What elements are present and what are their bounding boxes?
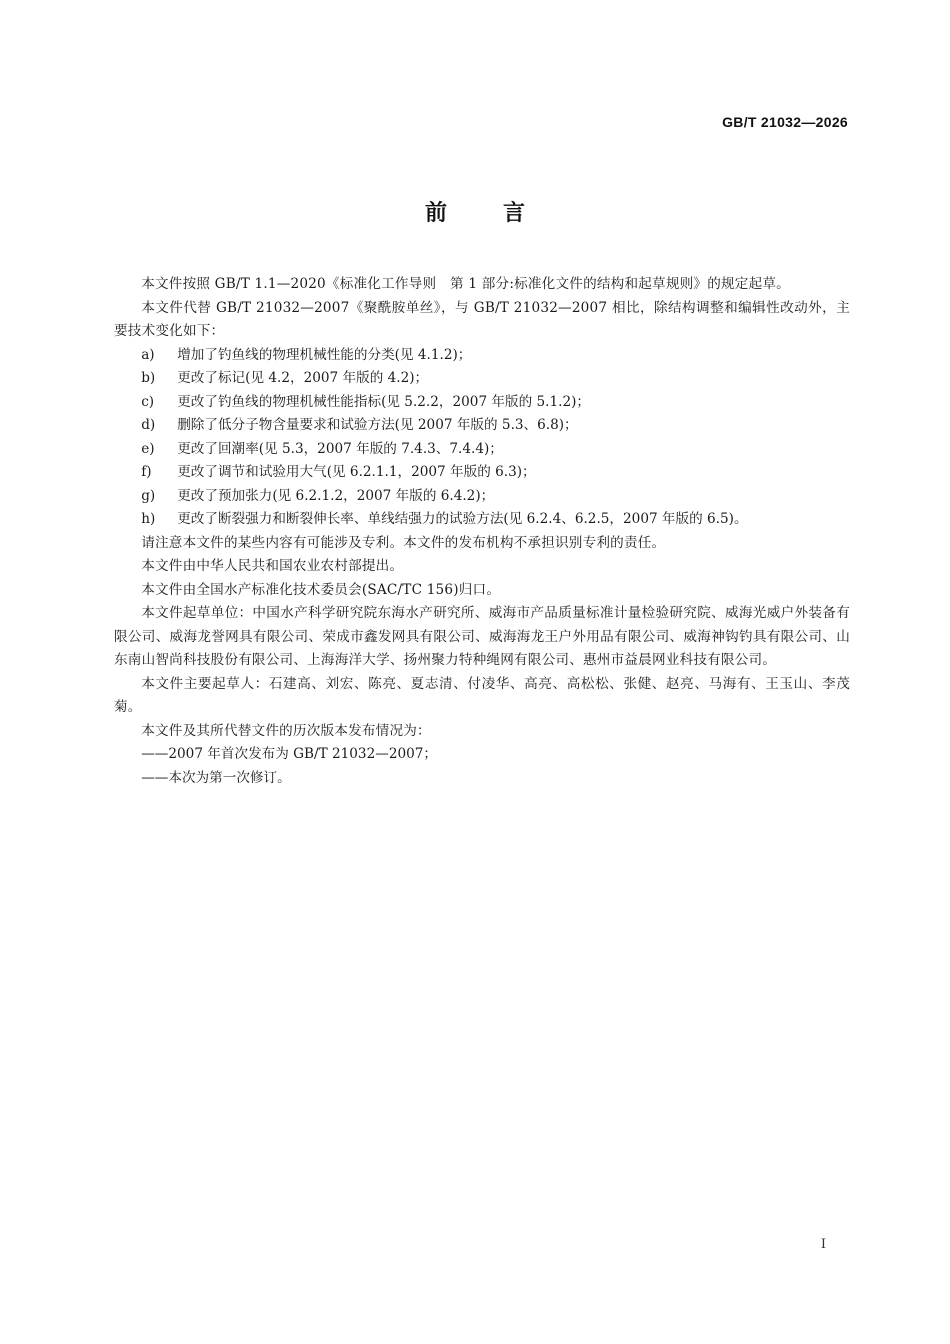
list-item xyxy=(114,485,850,509)
list-item-label: f) xyxy=(141,464,152,480)
list-item-text: 删除了低分子物含量要求和试验方法(见 2007 年版的 5.3、6.8)； xyxy=(177,417,578,433)
patent-notice-paragraph: 请注意本文件的某些内容有可能涉及专利。本文件的发布机构不承担识别专利的责任。 xyxy=(141,534,666,551)
list-item-text: 更改了断裂强力和断裂伸长率、单线结强力的试验方法(见 6.2.4、6.2.5，2007 年版的 6.5)。 xyxy=(177,511,748,527)
drafting-units-paragraph: 本文件起草单位：中国水产科学研究院东海水产研究所、威海市产品质量标准计量检验研究院、威海光威户外装备有限公司、威海龙誉网具有限公司、荣成市鑫发网具有限公司、威海海龙王户外用品有限公司、威海神钩钓具有限公司、山东南山智尚科技股份有限公司、上海海洋大学、扬州聚力特种绳网有限公司、惠州市益晨网业科技有限公司。 xyxy=(114,605,850,668)
list-item-text: 更改了预加张力(见 6.2.1.2，2007 年版的 6.4.2)； xyxy=(177,487,495,504)
committee-paragraph: 本文件由全国水产标准化技术委员会(SAC/TC 156)归口。 xyxy=(141,581,501,598)
list-item-text: 更改了标记(见 4.2，2007 年版的 4.2)； xyxy=(177,370,429,386)
history-item: ——2007 年首次发布为 GB/T 21032—2007； xyxy=(141,746,438,762)
standard-number: GB/T 21032—2026 xyxy=(722,114,848,130)
drafters-paragraph: 本文件主要起草人：石建高、刘宏、陈亮、夏志清、付凌华、高亮、高松松、张健、赵亮、马海有、王玉山、李茂菊。 xyxy=(114,675,850,715)
history-item: ——本次为第一次修订。 xyxy=(141,769,291,786)
intro-paragraph-replacement: 本文件代替 GB/T 21032—2007《聚酰胺单丝》，与 GB/T 21032—2007 相比，除结构调整和编辑性改动外，主要技术变化如下： xyxy=(114,299,850,339)
list-item-label: c) xyxy=(141,393,155,410)
page-number: I xyxy=(820,1237,826,1252)
list-item-label: e) xyxy=(141,440,155,457)
history-heading-paragraph: 本文件及其所代替文件的历次版本发布情况为： xyxy=(141,722,431,739)
list-item xyxy=(114,508,850,532)
list-item-label: h) xyxy=(141,511,156,527)
list-item xyxy=(114,414,850,438)
intro-paragraph-drafting-rules: 本文件按照 GB/T 1.1—2020《标准化工作导则 第 1 部分:标准化文件的结构和起草规则》的规定起草。 xyxy=(141,276,790,292)
list-item xyxy=(114,461,850,485)
document-body xyxy=(114,273,850,790)
list-item-label: g) xyxy=(141,487,156,504)
list-item xyxy=(114,391,850,415)
changes-list xyxy=(114,344,850,532)
list-item-text: 更改了调节和试验用大气(见 6.2.1.1，2007 年版的 6.3)； xyxy=(177,464,536,480)
list-item-label: b) xyxy=(141,370,156,386)
list-item xyxy=(114,367,850,391)
list-item-text: 更改了回潮率(见 5.3，2007 年版的 7.4.3、7.4.4)； xyxy=(177,440,503,457)
page-title: 前言 xyxy=(424,201,581,226)
list-item xyxy=(114,344,850,368)
list-item-text: 增加了钓鱼线的物理机械性能的分类(见 4.1.2)； xyxy=(177,346,472,363)
list-item xyxy=(114,438,850,462)
proposer-paragraph: 本文件由中华人民共和国农业农村部提出。 xyxy=(141,558,404,574)
list-item-label: d) xyxy=(141,417,156,433)
list-item-text: 更改了钓鱼线的物理机械性能指标(见 5.2.2，2007 年版的 5.1.2)； xyxy=(177,393,590,410)
list-item-label: a) xyxy=(141,346,155,363)
